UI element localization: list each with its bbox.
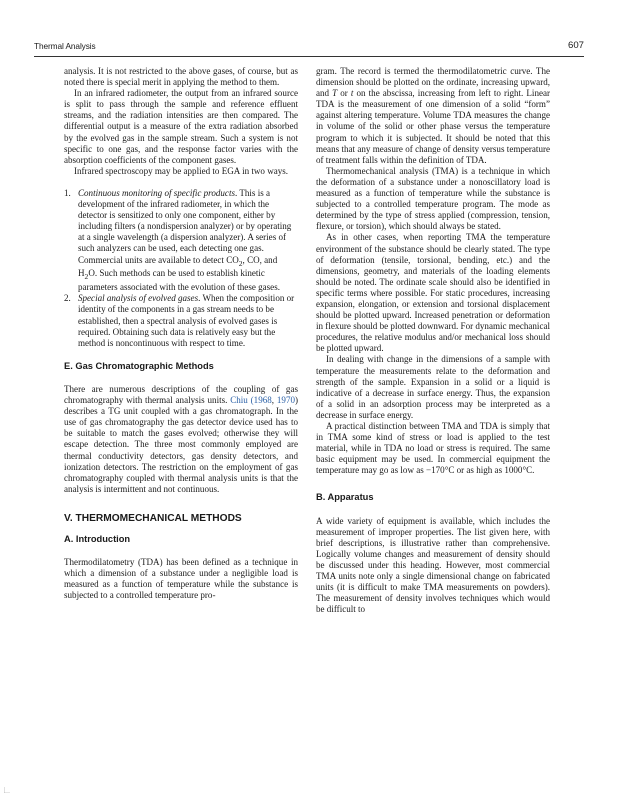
running-title: Thermal Analysis xyxy=(34,41,96,51)
list-item: 1. Continuous monitoring of specific products. This is a development of the infrared radiometer, in which the detector is sensitized to only one component, either by including filters (a nondispersion analyzer) or by operating at a single wavelength (a dispersion analyzer). A series of such analyzers can be used, each detecting one gas. Commercial units are available to detect $CO_2$, CO, and $H_2O$. Such methods can be used to establish kinetic parameters associated with the evolution of these gases. xyxy=(64,187,292,293)
corner-mark xyxy=(4,787,10,793)
paragraph: gram. The record is termed the thermodilatometric curve. The dimension should be plotted on the ordinate, increasing upward, and T or t on the abscissa, increasing from left to right. Linear TDA is the measurement of one dimension of a solid “form” against altering temperature. Volume TDA measures the change in volume of the solid or other phase versus the temperature program to which it is subjected. It should be noted that this means that any measure of change of density versus temperature of treatment falls within the definition of TDA. xyxy=(316,66,551,165)
section-heading-a: A. Introduction xyxy=(64,533,131,544)
page-number: 607 xyxy=(567,40,584,51)
paragraph: A wide variety of equipment is available, which includes the measurement of improper properties. The list given here, with brief descriptions, is illustrative rather than comprehensive. Logically volume changes and measurement of density should be discussed under this heading. However, most commercial TMA units note only a single dimensional change on fabricated units (it is difficult to make TMA measurements on powders). The measurement of density involves techniques which would be difficult to xyxy=(316,515,550,615)
paragraph: In an infrared radiometer, the output from an infrared source is split to pass through the sample and reference effluent streams, and the radiation intensities are then compared. The differential output is a measure of the extra radiation absorbed by the evolved gas in the sample stream. Such a system is not specific to one gas, and the response factor varies with the absorption coefficients of the component gases. xyxy=(64,88,298,165)
paragraph: Infrared spectroscopy may be applied to EGA in two ways. xyxy=(74,165,289,176)
section-heading-e: E. Gas Chromatographic Methods xyxy=(64,360,214,371)
section-heading-b: B. Apparatus xyxy=(316,492,374,503)
paragraph: A practical distinction between TMA and TDA is simply that in TMA some kind of stress or load is applied to the test material, while in TDA no load or stress is required. The same basic equipment may be used. In commercial equipment the temperature may go as low as −170°C or as high as 1000°C. xyxy=(316,421,550,476)
running-head xyxy=(34,41,584,55)
section-heading-v: V. THERMOMECHANICAL METHODS xyxy=(64,512,242,524)
right-column xyxy=(316,66,550,615)
list-item-title: Special analysis of evolved gases xyxy=(78,293,199,304)
paragraph: analysis. It is not restricted to the above gases, of course, but as noted there is special merit in applying the method to them. xyxy=(64,66,298,88)
list-item: 2. Special analysis of evolved gases. When the composition or identity of the components in a gas stream needs to be established, then a spectral analysis of evolved gases is required. Obtaining such data is relatively easy but the method is noncontinuous with respect to time. xyxy=(64,293,295,348)
header-rule xyxy=(34,56,584,57)
paragraph: Thermodilatometry (TDA) has been defined as a technique in which a dimension of a substance under a negligible load is measured as a function of temperature while the substance is subjected to a controlled temperature pro- xyxy=(64,557,298,601)
left-column xyxy=(64,66,298,601)
paragraph: Thermomechanical analysis (TMA) is a technique in which the deformation of a substance under a nonoscillatory load is measured as a function of temperature while the substance is subjected to a controlled temperature program. The mode as determined by the type of stress applied (compression, tension, flexure, or torsion), which should always be stated. xyxy=(316,165,550,232)
paragraph: In dealing with change in the dimensions of a sample with temperature the measurements relate to the deformation and strength of the sample. Expansion in a solid or a liquid is indicative of a decrease in surface energy. Thus, the expansion of a solid in an adsorption process may be interpreted as a decrease in surface energy. xyxy=(316,354,550,420)
numbered-list xyxy=(64,188,298,349)
paragraph: There are numerous descriptions of the coupling of gas chromatography with thermal analysis units. Chiu (1968, 1970) describes a TG unit coupled with a gas chromatograph. In the use of gas chromatography the gas detector device used has to be suitable to match the gases evolved; otherwise they will escape detection. The three most commonly employed are thermal conductivity detectors, gas density detectors, and ionization detectors. The restriction on the employment of gas chromatography coupled with thermal analysis units is that the analysis is intermittent and not continuous. xyxy=(64,383,298,494)
citation-link[interactable]: Chiu (1968 xyxy=(230,395,272,406)
paragraph: As in other cases, when reporting TMA the temperature environment of the substance should be clearly stated. The type of deformation (tensile, torsional, bending, etc.) and the dimensions, geometry, and materials of the loading elements should be noted. The ordinate scale should also be identified in specific terms where possible. For static procedures, increasing expansion, elongation, or extension and torsional displacement should be plotted upward. Increased penetration or deformation in flexure should be plotted downward. For dynamic mechanical procedures, the relative modulus and/or mechanical loss should be plotted upward. xyxy=(316,232,550,354)
citation-link[interactable]: 1970 xyxy=(276,395,295,406)
list-item-title: Continuous monitoring of specific products xyxy=(78,187,235,198)
